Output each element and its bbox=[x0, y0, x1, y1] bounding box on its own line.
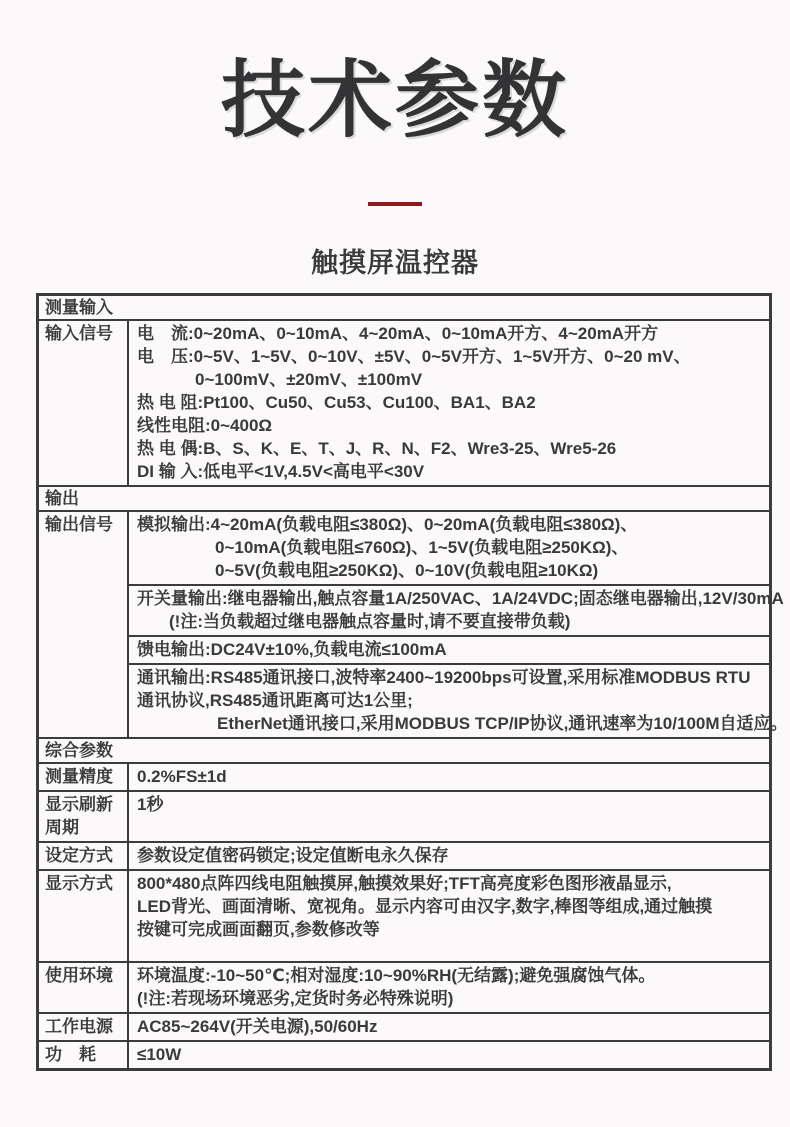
spec-line-environment-1: 环境温度:-10~50℃;相对湿度:10~90%RH(无结露);避免强腐蚀气体。 bbox=[137, 966, 656, 985]
table-row-refresh-cycle bbox=[39, 792, 769, 843]
section-header-output: 输出 bbox=[39, 487, 769, 512]
table-row-setting-mode bbox=[39, 843, 769, 871]
cell-output-signal bbox=[129, 512, 788, 737]
cell-display-mode bbox=[129, 871, 769, 961]
table-row-display-mode bbox=[39, 871, 769, 963]
spec-line-analog-2: 0~10mA(负载电阻≤760Ω)、1~5V(负载电阻≥250KΩ)、 bbox=[215, 538, 629, 557]
subcell-comm-output bbox=[129, 665, 788, 737]
spec-line-power-supply: AC85~264V(开关电源),50/60Hz bbox=[137, 1017, 378, 1036]
cell-refresh-cycle bbox=[129, 792, 769, 841]
spec-sheet-page bbox=[0, 53, 790, 1127]
title-divider bbox=[368, 202, 422, 206]
spec-line-environment-note: (!注:若现场环境恶劣,定货时务必特殊说明) bbox=[137, 989, 454, 1008]
row-label-setting-mode: 设定方式 bbox=[39, 843, 129, 869]
table-row-power-supply bbox=[39, 1014, 769, 1042]
row-label-input-signal: 输入信号 bbox=[39, 321, 129, 485]
row-label-refresh-cycle: 显示刷新周期 bbox=[39, 792, 129, 841]
table-row-accuracy bbox=[39, 764, 769, 792]
cell-input-signal bbox=[129, 321, 769, 485]
spec-line-current: 电 流:0~20mA、0~10mA、4~20mA、0~10mA开方、4~20mA开方 bbox=[137, 324, 659, 343]
spec-line-thermocouple: 热 电 偶:B、S、K、E、T、J、R、N、F2、Wre3-25、Wre5-26 bbox=[137, 439, 617, 458]
spec-line-display-3: 按键可完成画面翻页,参数修改等 bbox=[137, 920, 380, 939]
spec-line-switch-note: (!注:当负载超过继电器触点容量时,请不要直接带负载) bbox=[169, 612, 571, 631]
row-label-display-mode: 显示方式 bbox=[39, 871, 129, 961]
subcell-feed-output bbox=[129, 637, 769, 665]
cell-environment bbox=[129, 963, 769, 1012]
row-label-output-signal: 输出信号 bbox=[39, 512, 129, 737]
spec-line-voltage: 电 压:0~5V、1~5V、0~10V、±5V、0~5V开方、1~5V开方、0~20 mV、 bbox=[137, 347, 691, 366]
spec-line-comm-2: 通讯协议,RS485通讯距离可达1公里; bbox=[137, 691, 413, 710]
cell-setting-mode bbox=[129, 843, 769, 869]
section-header-general-params: 综合参数 bbox=[39, 739, 769, 764]
spec-line-display-2: LED背光、画面清晰、宽视角。显示内容可由汉字,数字,棒图等组成,通过触摸 bbox=[137, 897, 713, 916]
table-row-environment bbox=[39, 963, 769, 1014]
spec-line-rtd: 热 电 阻:Pt100、Cu50、Cu53、Cu100、BA1、BA2 bbox=[137, 393, 536, 412]
spec-line-analog-1: 模拟输出:4~20mA(负载电阻≤380Ω)、0~20mA(负载电阻≤380Ω)、 bbox=[137, 515, 638, 534]
spec-line-comm-1: 通讯输出:RS485通讯接口,波特率2400~19200bps可设置,采用标准MODBUS RTU bbox=[137, 668, 751, 687]
product-subtitle: 触摸屏温控器 bbox=[311, 248, 479, 278]
spec-line-linear-resistance: 线性电阻:0~400Ω bbox=[137, 416, 273, 435]
row-label-power-consumption: 功 耗 bbox=[39, 1042, 129, 1068]
table-row-input-signal bbox=[39, 321, 769, 487]
subcell-switch-output bbox=[129, 586, 784, 637]
spec-line-voltage-cont: 0~100mV、±20mV、±100mV bbox=[195, 370, 423, 389]
spec-line-di-input: DI 输 入:低电平<1V,4.5V<高电平<30V bbox=[137, 462, 425, 481]
page-title: 技术参数 bbox=[220, 53, 569, 147]
spec-line-setting-mode: 参数设定值密码锁定;设定值断电永久保存 bbox=[137, 846, 449, 865]
cell-accuracy bbox=[129, 764, 769, 790]
spec-line-display-1: 800*480点阵四线电阻触摸屏,触摸效果好;TFT高亮度彩色图形液晶显示, bbox=[137, 874, 672, 893]
spec-line-switch-1: 开关量输出:继电器输出,触点容量1A/250VAC、1A/24VDC;固态继电器输出,12V/30mA bbox=[137, 589, 784, 608]
row-label-environment: 使用环境 bbox=[39, 963, 129, 1012]
spec-line-refresh-cycle: 1秒 bbox=[137, 795, 164, 814]
spec-table bbox=[36, 293, 788, 1071]
row-label-power-supply: 工作电源 bbox=[39, 1014, 129, 1040]
table-row-output-signal bbox=[39, 512, 788, 739]
cell-power-supply bbox=[129, 1014, 769, 1040]
table-row-power-consumption bbox=[39, 1042, 769, 1068]
spec-line-accuracy: 0.2%FS±1d bbox=[137, 767, 227, 786]
section-header-measurement-input: 测量输入 bbox=[39, 296, 769, 321]
spec-line-comm-ethernet: EtherNet通讯接口,采用MODBUS TCP/IP协议,通讯速率为10/100M自适应。 bbox=[217, 714, 788, 733]
spec-line-power-consumption: ≤10W bbox=[137, 1045, 182, 1064]
spec-line-feed-output: 馈电输出:DC24V±10%,负载电流≤100mA bbox=[137, 640, 447, 659]
row-label-accuracy: 测量精度 bbox=[39, 764, 129, 790]
cell-power-consumption bbox=[129, 1042, 769, 1068]
spec-line-analog-3: 0~5V(负载电阻≥250KΩ)、0~10V(负载电阻≥10KΩ) bbox=[215, 561, 599, 580]
subcell-analog-output bbox=[129, 512, 769, 586]
